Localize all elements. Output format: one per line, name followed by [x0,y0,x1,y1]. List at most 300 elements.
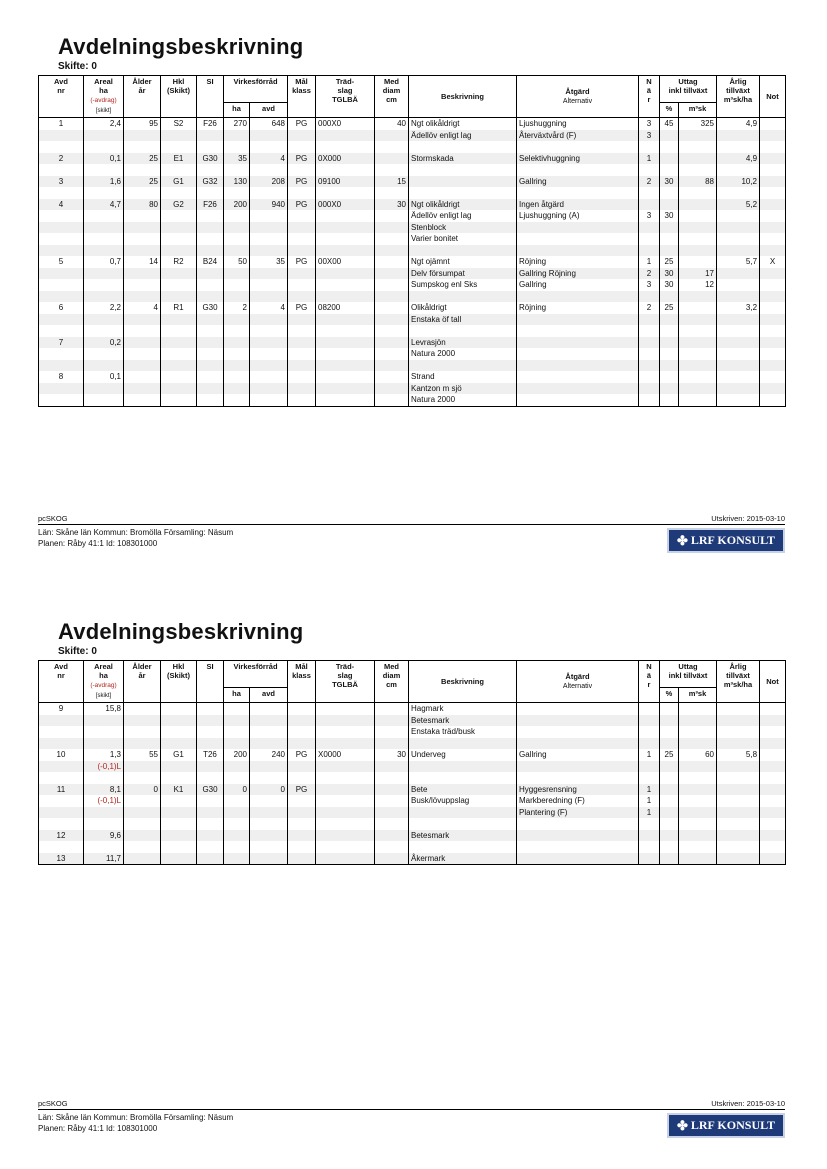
cell-avd-nr [39,394,84,406]
cell-uttag-pct [660,291,679,303]
cell-vf-ha: 0 [224,784,250,796]
cell-med-diam [375,784,409,796]
cell-atgard [517,715,639,727]
cell-areal [84,726,124,738]
table-row [39,325,786,337]
cell-malklass [288,715,316,727]
cell-si [197,130,224,142]
cell-hkl: R2 [161,256,197,268]
cell-uttag-pct [660,830,679,842]
cell-areal [84,841,124,853]
cell-med-diam [375,830,409,842]
cell-alder [124,291,161,303]
cell-si: G32 [197,176,224,188]
cell-vf-ha [224,187,250,199]
cell-tradslag [316,738,375,750]
cell-alder [124,325,161,337]
cell-atgard: Gallring Röjning [517,268,639,280]
cell-si [197,348,224,360]
cell-si [197,291,224,303]
cell-alder [124,715,161,727]
cell-avd-nr: 12 [39,830,84,842]
cell-vf-ha: 200 [224,199,250,211]
table-row [39,772,786,784]
cell-not [760,383,786,395]
cell-arlig-tillvaxt: 4,9 [717,118,760,130]
cell-arlig-tillvaxt [717,325,760,337]
cell-uttag-pct: 30 [660,210,679,222]
table-row [39,371,786,383]
cell-malklass [288,772,316,784]
cell-alder [124,830,161,842]
footer-region: Län: Skåne län Kommun: Bromölla Församling: Näsum [38,528,234,537]
table-row [39,841,786,853]
skifte-label: Skifte: 0 [58,646,97,657]
cell-arlig-tillvaxt [717,348,760,360]
cell-vf-avd: 4 [250,153,288,165]
footer-region: Län: Skåne län Kommun: Bromölla Församling: Näsum [38,1113,234,1122]
skifte-label: Skifte: 0 [58,61,97,72]
cell-not [760,738,786,750]
cell-malklass [288,371,316,383]
cell-vf-ha [224,703,250,715]
cell-malklass [288,738,316,750]
cell-vf-avd [250,325,288,337]
cell-tradslag [316,818,375,830]
cell-tradslag [316,394,375,406]
cell-med-diam [375,210,409,222]
cell-hkl [161,279,197,291]
cell-areal [84,325,124,337]
cell-avd-nr: 6 [39,302,84,314]
cell-avd-nr [39,233,84,245]
cell-arlig-tillvaxt: 4,9 [717,153,760,165]
cell-uttag-m3sk [679,291,717,303]
cell-tradslag [316,383,375,395]
cell-tradslag [316,841,375,853]
cell-not [760,795,786,807]
cell-med-diam [375,726,409,738]
cell-hkl [161,394,197,406]
cell-alder: 55 [124,749,161,761]
table-row [39,210,786,222]
cell-not: X [760,256,786,268]
cell-si [197,772,224,784]
cell-beskrivning: Ädellöv enligt lag [409,130,517,142]
cell-avd-nr: 2 [39,153,84,165]
cell-arlig-tillvaxt [717,772,760,784]
cell-arlig-tillvaxt: 5,2 [717,199,760,211]
cell-beskrivning: Sumpskog enl Sks [409,279,517,291]
cell-med-diam [375,141,409,153]
cell-beskrivning: Natura 2000 [409,394,517,406]
cell-malklass [288,268,316,280]
cell-areal [84,233,124,245]
cell-atgard [517,245,639,257]
cell-uttag-m3sk [679,199,717,211]
table-row [39,818,786,830]
cell-si [197,807,224,819]
cell-not [760,807,786,819]
cell-not [760,784,786,796]
cell-uttag-m3sk [679,360,717,372]
cell-atgard: Selektivhuggning [517,153,639,165]
cell-vf-ha [224,268,250,280]
cell-areal [84,210,124,222]
cell-uttag-pct [660,314,679,326]
cell-vf-ha [224,141,250,153]
cell-not [760,703,786,715]
cell-vf-ha [224,360,250,372]
cell-malklass [288,383,316,395]
cell-hkl [161,772,197,784]
cell-nar: 1 [639,795,660,807]
cell-vf-ha [224,841,250,853]
cell-vf-ha [224,830,250,842]
cell-vf-ha [224,795,250,807]
cell-malklass [288,245,316,257]
cell-uttag-m3sk [679,337,717,349]
cell-tradslag: 09100 [316,176,375,188]
cell-hkl [161,130,197,142]
cell-tradslag [316,130,375,142]
cell-nar [639,738,660,750]
cell-si [197,268,224,280]
cell-vf-avd [250,141,288,153]
cell-hkl [161,738,197,750]
cell-alder [124,279,161,291]
cell-vf-avd [250,738,288,750]
table-row [39,394,786,406]
cell-vf-ha [224,348,250,360]
cell-malklass [288,830,316,842]
cell-uttag-pct: 25 [660,302,679,314]
cell-nar: 1 [639,749,660,761]
cell-areal: (-0,1)L [84,795,124,807]
cell-beskrivning [409,738,517,750]
cell-med-diam [375,256,409,268]
cell-not [760,841,786,853]
cell-atgard [517,187,639,199]
cell-uttag-pct: 25 [660,256,679,268]
cell-tradslag [316,726,375,738]
cell-tradslag: 000X0 [316,199,375,211]
cell-arlig-tillvaxt [717,807,760,819]
cell-uttag-pct [660,245,679,257]
cell-beskrivning: Betesmark [409,715,517,727]
cell-beskrivning [409,291,517,303]
cell-avd-nr [39,268,84,280]
cell-tradslag [316,279,375,291]
cell-si [197,233,224,245]
cell-si: F26 [197,199,224,211]
cell-uttag-pct [660,784,679,796]
cell-hkl [161,314,197,326]
cell-vf-ha [224,245,250,257]
cell-alder: 4 [124,302,161,314]
cell-malklass [288,394,316,406]
cell-atgard [517,348,639,360]
footer-print-date: Utskriven: 2015-03-10 [711,514,785,523]
cell-avd-nr [39,726,84,738]
footer-plan: Planen: Råby 41:1 Id: 108301000 [38,539,158,548]
cell-uttag-m3sk [679,383,717,395]
cell-not [760,337,786,349]
cell-not [760,302,786,314]
cell-vf-ha [224,818,250,830]
cell-med-diam [375,715,409,727]
cell-med-diam [375,772,409,784]
cell-uttag-pct [660,853,679,865]
table-row [39,830,786,842]
cell-tradslag [316,703,375,715]
cell-tradslag [316,141,375,153]
cell-malklass: PG [288,784,316,796]
cell-nar: 2 [639,302,660,314]
cell-beskrivning: Åkermark [409,853,517,865]
cell-uttag-pct [660,795,679,807]
table-row [39,245,786,257]
cell-uttag-pct: 45 [660,118,679,130]
cell-uttag-pct [660,703,679,715]
cell-med-diam: 40 [375,118,409,130]
cell-vf-ha: 130 [224,176,250,188]
cell-alder: 14 [124,256,161,268]
cell-uttag-m3sk: 325 [679,118,717,130]
cell-uttag-pct [660,726,679,738]
cell-hkl [161,818,197,830]
cell-uttag-m3sk [679,302,717,314]
cell-hkl [161,164,197,176]
cell-arlig-tillvaxt [717,818,760,830]
cell-uttag-pct [660,187,679,199]
footer-software: pcSKOG [38,1099,68,1108]
cell-alder [124,383,161,395]
cell-si [197,394,224,406]
cell-not [760,371,786,383]
cell-atgard: Gallring [517,176,639,188]
table-row [39,233,786,245]
cell-med-diam [375,222,409,234]
cell-med-diam [375,245,409,257]
cell-tradslag [316,233,375,245]
cell-atgard: Återväxtvård (F) [517,130,639,142]
cell-tradslag: 00X00 [316,256,375,268]
cell-vf-avd [250,726,288,738]
cell-beskrivning: Bete [409,784,517,796]
cell-med-diam [375,703,409,715]
cell-areal: 0,2 [84,337,124,349]
cell-beskrivning: Olikåldrigt [409,302,517,314]
cell-not [760,245,786,257]
cell-hkl: G1 [161,176,197,188]
cell-nar [639,233,660,245]
cell-not [760,118,786,130]
cell-areal: 2,4 [84,118,124,130]
cell-hkl [161,348,197,360]
cell-alder [124,795,161,807]
cell-areal: 8,1 [84,784,124,796]
lrf-konsult-logo: ✤ LRF KONSULT [667,528,785,553]
cell-areal [84,360,124,372]
table-row [39,187,786,199]
cell-malklass [288,222,316,234]
cell-hkl [161,222,197,234]
cell-tradslag [316,807,375,819]
cell-tradslag [316,314,375,326]
cell-si: G30 [197,302,224,314]
cell-avd-nr [39,291,84,303]
cell-vf-ha: 35 [224,153,250,165]
cell-not [760,130,786,142]
cell-vf-avd [250,360,288,372]
cell-si [197,703,224,715]
cell-vf-avd [250,715,288,727]
cell-vf-ha [224,394,250,406]
cell-nar: 1 [639,256,660,268]
cell-atgard: Ljushuggning (A) [517,210,639,222]
cell-med-diam [375,130,409,142]
cell-atgard: Gallring [517,749,639,761]
cell-hkl: S2 [161,118,197,130]
cell-malklass [288,726,316,738]
cell-beskrivning: Kantzon m sjö [409,383,517,395]
cell-tradslag [316,784,375,796]
table-row [39,738,786,750]
cell-si [197,795,224,807]
cell-malklass: PG [288,118,316,130]
cell-vf-ha: 2 [224,302,250,314]
cell-med-diam [375,153,409,165]
cell-uttag-m3sk [679,210,717,222]
table-row [39,199,786,211]
cell-alder [124,761,161,773]
cell-alder: 80 [124,199,161,211]
cell-vf-ha [224,715,250,727]
cell-uttag-pct [660,371,679,383]
cell-med-diam [375,841,409,853]
cell-arlig-tillvaxt [717,222,760,234]
cell-areal: 1,3 [84,749,124,761]
cell-malklass [288,233,316,245]
cell-not [760,830,786,842]
cell-arlig-tillvaxt [717,853,760,865]
cell-malklass: PG [288,302,316,314]
cell-atgard: Gallring [517,279,639,291]
cell-alder: 95 [124,118,161,130]
cell-not [760,325,786,337]
cell-vf-ha [224,314,250,326]
cell-hkl [161,141,197,153]
cell-uttag-pct [660,164,679,176]
table-row [39,337,786,349]
cell-uttag-pct: 25 [660,749,679,761]
cell-beskrivning: Enstaka träd/busk [409,726,517,738]
cell-atgard [517,371,639,383]
cell-tradslag [316,291,375,303]
cell-si [197,841,224,853]
cell-nar [639,772,660,784]
cell-med-diam [375,818,409,830]
cell-uttag-m3sk [679,153,717,165]
cell-nar [639,222,660,234]
cell-atgard [517,853,639,865]
cell-arlig-tillvaxt [717,130,760,142]
cell-vf-avd [250,394,288,406]
cell-malklass [288,761,316,773]
cell-not [760,314,786,326]
stand-table [38,660,786,865]
cell-nar [639,715,660,727]
cell-malklass [288,187,316,199]
cell-vf-avd [250,187,288,199]
cell-areal: 0,1 [84,371,124,383]
table-row [39,715,786,727]
cell-beskrivning [409,818,517,830]
cell-alder [124,268,161,280]
cell-arlig-tillvaxt [717,738,760,750]
cell-alder [124,772,161,784]
cell-arlig-tillvaxt: 10,2 [717,176,760,188]
table-row [39,807,786,819]
stand-table [38,75,786,407]
cell-beskrivning: Stormskada [409,153,517,165]
page-title: Avdelningsbeskrivning [58,619,304,644]
cell-tradslag: X0000 [316,749,375,761]
cell-malklass [288,325,316,337]
cell-beskrivning [409,176,517,188]
cell-si [197,337,224,349]
cell-malklass [288,314,316,326]
cell-areal: 9,6 [84,830,124,842]
cell-nar [639,841,660,853]
cell-not [760,153,786,165]
cell-si [197,210,224,222]
cell-arlig-tillvaxt [717,715,760,727]
table-header: Avd nr Areal ha (-avdrag) [skikt] Ålder år Hkl (Skikt) SI Virkesförråd Mål klass Träd- slag TGLBÄ Med diam cm Beskrivning Åtgärd Alternativ N ä r Uttag inkl tillväxt Årlig tillväxt m³sk/ha Not ha avd % m³sk [39,661,786,703]
cell-atgard [517,291,639,303]
cell-arlig-tillvaxt [717,703,760,715]
table-row [39,383,786,395]
cell-arlig-tillvaxt [717,279,760,291]
cell-alder [124,738,161,750]
cell-tradslag: 0X000 [316,153,375,165]
cell-atgard: Röjning [517,256,639,268]
cell-nar [639,337,660,349]
cell-vf-ha [224,371,250,383]
cell-beskrivning: Ngt olikåldrigt [409,199,517,211]
cell-nar: 2 [639,268,660,280]
cell-areal: 1,6 [84,176,124,188]
cell-arlig-tillvaxt [717,795,760,807]
cell-si [197,726,224,738]
cell-tradslag [316,245,375,257]
cell-hkl [161,830,197,842]
cell-vf-ha [224,337,250,349]
cell-alder [124,210,161,222]
cell-avd-nr [39,738,84,750]
cell-alder [124,371,161,383]
cell-si [197,187,224,199]
cell-arlig-tillvaxt [717,187,760,199]
cell-areal [84,130,124,142]
table-row [39,853,786,865]
cell-uttag-pct [660,383,679,395]
cell-beskrivning [409,761,517,773]
cell-nar: 3 [639,210,660,222]
cell-areal: 2,2 [84,302,124,314]
cell-alder [124,314,161,326]
